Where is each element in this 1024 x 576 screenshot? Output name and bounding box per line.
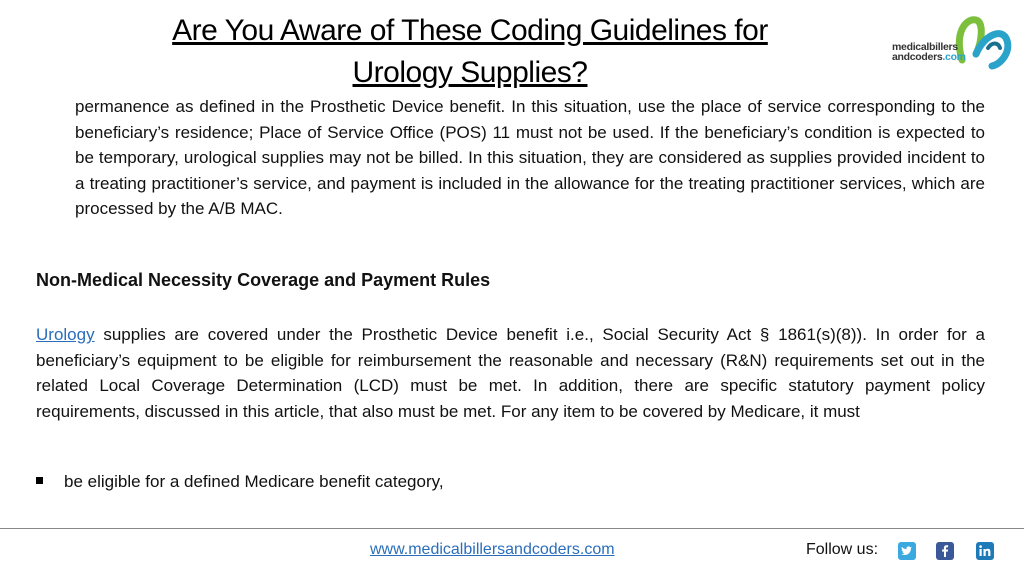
linkedin-icon[interactable]	[976, 542, 994, 560]
logo-line-2-main: andcoders	[892, 51, 943, 63]
square-bullet-icon	[36, 477, 43, 484]
twitter-icon[interactable]	[898, 542, 916, 560]
bullet-item: be eligible for a defined Medicare benefit category,	[64, 472, 444, 491]
logo-line-2	[892, 52, 966, 62]
title-line-1: Are You Aware of These Coding Guidelines for	[172, 14, 768, 47]
company-logo[interactable]	[892, 12, 1014, 72]
logo-line-2-suffix: .com	[942, 51, 966, 63]
footer-website-link[interactable]: www.medicalbillersandcoders.com	[370, 541, 615, 558]
body-paragraph-2	[36, 322, 985, 424]
paragraph-2-text: supplies are covered under the Prosthetic Device benefit i.e., Social Security Act § 1861(s)(8)). In order for a beneficiary’s equipment to be eligible for reimbursement the reasonable and necessary (R&N) requirements set out in the related Local Coverage Determination (LCD) must be met. In addition, there are specific statutory payment policy requirements, discussed in this article, that also must be met. For any item to be covered by Medicare, it must	[36, 325, 985, 421]
logo-line-1: medicalbillers	[892, 41, 958, 53]
title-line-2: Urology Supplies?	[352, 56, 588, 89]
body-paragraph-1: permanence as defined in the Prosthetic Device benefit. In this situation, use the place of service corresponding to the beneficiary’s residence; Place of Service Office (POS) 11 must not be used. If the beneficiary’s condition is expected to be temporary, urological supplies may not be billed. In this situation, they are considered as supplies provided incident to a treating practitioner’s service, and payment is included in the allowance for the treating practitioner services, which are processed by the A/B MAC.	[75, 97, 985, 218]
facebook-icon[interactable]	[936, 542, 954, 560]
section-heading: Non-Medical Necessity Coverage and Payment Rules	[36, 270, 491, 290]
page-title	[100, 10, 840, 94]
urology-link[interactable]: Urology	[36, 325, 95, 344]
bullet-list	[36, 472, 444, 492]
footer-divider	[0, 528, 1024, 529]
logo-wordmark	[892, 42, 966, 62]
follow-us-label: Follow us:	[806, 541, 879, 558]
